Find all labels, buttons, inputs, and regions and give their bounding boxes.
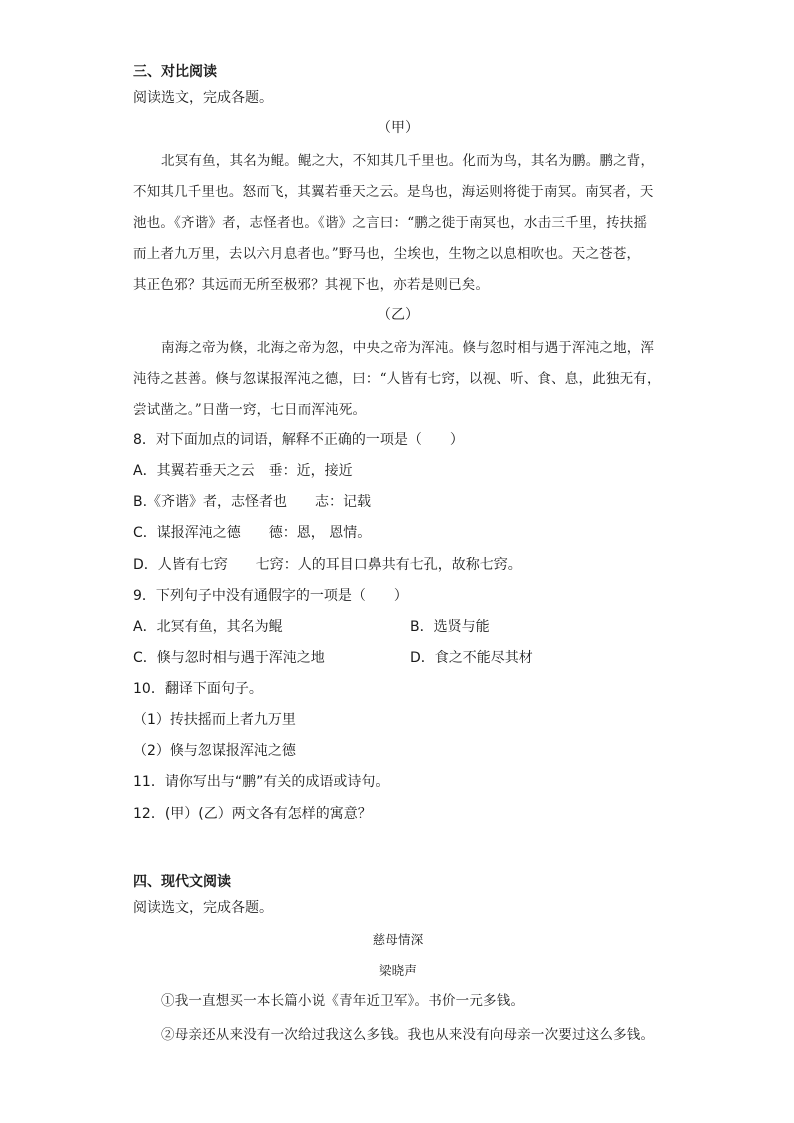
article-paragraph-2: ②母亲还从来没有一次给过我这么多钱。我也从来没有向母亲一次要过这么多钱。 — [161, 1027, 655, 1043]
yi-title: （乙） — [377, 307, 419, 323]
article-title: 慈母情深 — [372, 932, 424, 947]
article-paragraph-1: ①我一直想买一本长篇小说《青年近卫军》。书价一元多钱。 — [161, 993, 525, 1009]
yi-line: 南海之帝为倏，北海之帝为忽，中央之帝为浑沌。倏与忽时相与遇于浑沌之地，浑 — [161, 340, 655, 356]
yi-line: 尝试凿之。”日凿一窍，七日而浑沌死。 — [133, 402, 367, 418]
q8-option-b: B.《齐谐》者，志怪者也 志：记载 — [133, 494, 372, 510]
q12: 12．(甲）(乙）两文各有怎样的寓意？ — [133, 806, 372, 822]
q10-sentence-1: （1）抟扶摇而上者九万里 — [133, 712, 296, 728]
q9-option-c: C．倏与忽时相与遇于浑沌之地 — [133, 650, 325, 666]
q8-stem: 8．对下面加点的词语，解释不正确的一项是（ ） — [133, 432, 464, 448]
jia-line: 其正色邪？其远而无所至极邪？其视下也，亦若是则已矣。 — [133, 277, 490, 293]
q11: 11．请你写出与“鹏”有关的成语或诗句。 — [133, 774, 390, 790]
jia-line: 而上者九万里，去以六月息者也。”野马也，尘埃也，生物之以息相吹也。天之苍苍， — [133, 246, 641, 262]
section4-heading: 四、现代文阅读 — [133, 874, 231, 890]
jia-line: 池也。《齐谐》者，志怪者也。《谐》之言曰：“鹏之徙于南冥也，水击三千里，抟扶摇 — [133, 215, 648, 231]
yi-line: 沌待之甚善。倏与忽谋报浑沌之德，曰：“人皆有七窍，以视、听、食、息，此独无有， — [133, 371, 661, 387]
jia-line: 不知其几千里也。怒而飞，其翼若垂天之云。是鸟也，海运则将徙于南冥。南冥者，天 — [133, 184, 654, 200]
article-author: 梁晓声 — [378, 963, 418, 978]
q9-stem: 9．下列句子中没有通假字的一项是（ ） — [133, 588, 408, 604]
q10-stem: 10．翻译下面句子。 — [133, 681, 263, 697]
q8-option-d: D．人皆有七窍 七窍：人的耳目口鼻共有七孔，故称七窍。 — [133, 557, 522, 573]
q8-option-c: C．谋报浑沌之德 德：恩， 恩情。 — [133, 525, 372, 541]
q9-option-a: A．北冥有鱼，其名为鲲 — [133, 619, 283, 635]
jia-line: 北冥有鱼，其名为鲲。鲲之大，不知其几千里也。化而为鸟，其名为鹏。鹏之背， — [161, 153, 655, 169]
section4-instruction: 阅读选文，完成各题。 — [133, 900, 273, 916]
section3-instruction: 阅读选文，完成各题。 — [133, 90, 273, 106]
q9-option-d: D．食之不能尽其材 — [410, 650, 533, 666]
q8-option-a: A．其翼若垂天之云 垂：近，接近 — [133, 463, 353, 479]
q9-option-b: B．选贤与能 — [410, 619, 490, 635]
section3-heading: 三、对比阅读 — [133, 64, 217, 80]
jia-title: （甲） — [377, 120, 419, 136]
q10-sentence-2: （2）倏与忽谋报浑沌之德 — [133, 743, 296, 759]
